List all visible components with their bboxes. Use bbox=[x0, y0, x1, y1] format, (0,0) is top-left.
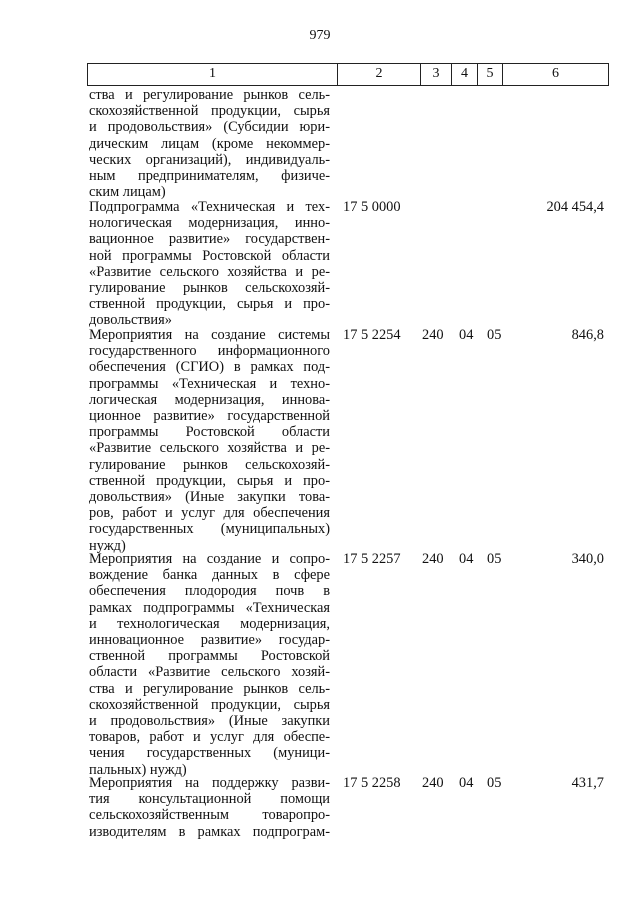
subsection-code: 05 bbox=[487, 327, 502, 343]
description-line: ческих организаций), индивидуаль- bbox=[89, 151, 330, 168]
description-line: товаров, работ и услуг для обеспе- bbox=[89, 729, 330, 746]
header-col-4: 4 bbox=[451, 64, 477, 85]
description-line: обеспечения плодородия почв в bbox=[89, 583, 330, 600]
description-line: государственного информационного bbox=[89, 343, 330, 360]
row-description bbox=[89, 551, 330, 778]
description-line: скохозяйственной продукции, сырья bbox=[89, 696, 330, 713]
section-code: 04 bbox=[459, 551, 474, 567]
description-line: пальных) нужд) bbox=[89, 761, 187, 778]
description-line: области «Развитие сельского хозяй- bbox=[89, 664, 330, 681]
amount: 340,0 bbox=[571, 551, 604, 567]
description-line: и продовольствия» (Иные закупки bbox=[89, 713, 330, 730]
description-line: гулирование рынков сельскохозяй- bbox=[89, 280, 330, 297]
header-col-5: 5 bbox=[477, 64, 502, 85]
description-line: тия консультационной помощи bbox=[89, 791, 330, 808]
description-line: нужд) bbox=[89, 537, 126, 554]
description-line: чения государственных (муници- bbox=[89, 745, 330, 762]
description-line: ским лицам) bbox=[89, 184, 166, 201]
header-col-3: 3 bbox=[420, 64, 451, 85]
subsection-code: 05 bbox=[487, 775, 502, 791]
description-line: ным предпринимателям, физиче- bbox=[89, 168, 330, 185]
description-line: «Развитие сельского хозяйства и ре- bbox=[89, 263, 330, 280]
row-description bbox=[89, 199, 330, 329]
description-line: изводителям в рамках подпрограм- bbox=[89, 823, 330, 840]
row-description bbox=[89, 775, 330, 840]
description-line: Мероприятия на поддержку разви- bbox=[89, 775, 330, 791]
description-line: вационное развитие» государствен- bbox=[89, 231, 330, 248]
header-col-6: 6 bbox=[502, 64, 609, 85]
row-description bbox=[89, 87, 330, 200]
table-header bbox=[87, 63, 609, 86]
header-col-2: 2 bbox=[337, 64, 420, 85]
description-line: ной программы Ростовской области bbox=[89, 247, 330, 264]
description-line: «Развитие сельского хозяйства и ре- bbox=[89, 440, 330, 457]
description-line: государственных (муниципальных) bbox=[89, 521, 330, 538]
description-line: нологическая модернизация, инно- bbox=[89, 215, 330, 232]
description-line: Подпрограмма «Техническая и тех- bbox=[89, 199, 330, 215]
page-number: 979 bbox=[309, 28, 331, 43]
description-line: ственной программы Ростовской bbox=[89, 648, 330, 665]
description-line: программы Ростовской области bbox=[89, 424, 330, 441]
description-line: ров, работ и услуг для обеспечения bbox=[89, 505, 330, 522]
expense-type-code: 240 bbox=[422, 327, 444, 343]
description-line: сельскохозяйственным товаропро- bbox=[89, 807, 330, 824]
description-line: ственной продукции, сырья и про- bbox=[89, 472, 330, 489]
description-line: рамках подпрограммы «Техническая bbox=[89, 599, 330, 616]
description-line: Мероприятия на создание и сопро- bbox=[89, 551, 330, 567]
description-line: ства и регулирование рынков сель- bbox=[89, 87, 330, 103]
description-line: дическим лицам (кроме некоммер- bbox=[89, 135, 330, 152]
amount: 204 454,4 bbox=[546, 199, 604, 215]
description-line: вождение банка данных в сфере bbox=[89, 567, 330, 584]
description-line: и технологическая модернизация, bbox=[89, 615, 330, 632]
description-line: логическая модернизация, иннова- bbox=[89, 391, 330, 408]
expense-type-code: 240 bbox=[422, 775, 444, 791]
amount: 431,7 bbox=[571, 775, 604, 791]
row-description bbox=[89, 327, 330, 554]
amount: 846,8 bbox=[571, 327, 604, 343]
description-line: ства и регулирование рынков сель- bbox=[89, 680, 330, 697]
subsection-code: 05 bbox=[487, 551, 502, 567]
description-line: программы «Техническая и техно- bbox=[89, 375, 330, 392]
description-line: Мероприятия на создание системы bbox=[89, 327, 330, 343]
description-line: и продовольствия» (Субсидии юри- bbox=[89, 119, 330, 136]
expense-type-code: 240 bbox=[422, 551, 444, 567]
target-article-code: 17 5 2254 bbox=[343, 327, 401, 343]
description-line: довольствия» (Иные закупки това- bbox=[89, 489, 330, 506]
description-line: гулирование рынков сельскохозяй- bbox=[89, 456, 330, 473]
description-line: скохозяйственной продукции, сырья bbox=[89, 103, 330, 120]
target-article-code: 17 5 0000 bbox=[343, 199, 401, 215]
section-code: 04 bbox=[459, 775, 474, 791]
description-line: ционное развитие» государственной bbox=[89, 408, 330, 425]
description-line: обеспечения (СГИО) в рамках под- bbox=[89, 359, 330, 376]
target-article-code: 17 5 2257 bbox=[343, 551, 401, 567]
section-code: 04 bbox=[459, 327, 474, 343]
description-line: довольствия» bbox=[89, 312, 172, 329]
description-line: инновационное развитие» государ- bbox=[89, 632, 330, 649]
header-col-1: 1 bbox=[87, 64, 337, 85]
description-line: ственной продукции, сырья и про- bbox=[89, 296, 330, 313]
target-article-code: 17 5 2258 bbox=[343, 775, 401, 791]
